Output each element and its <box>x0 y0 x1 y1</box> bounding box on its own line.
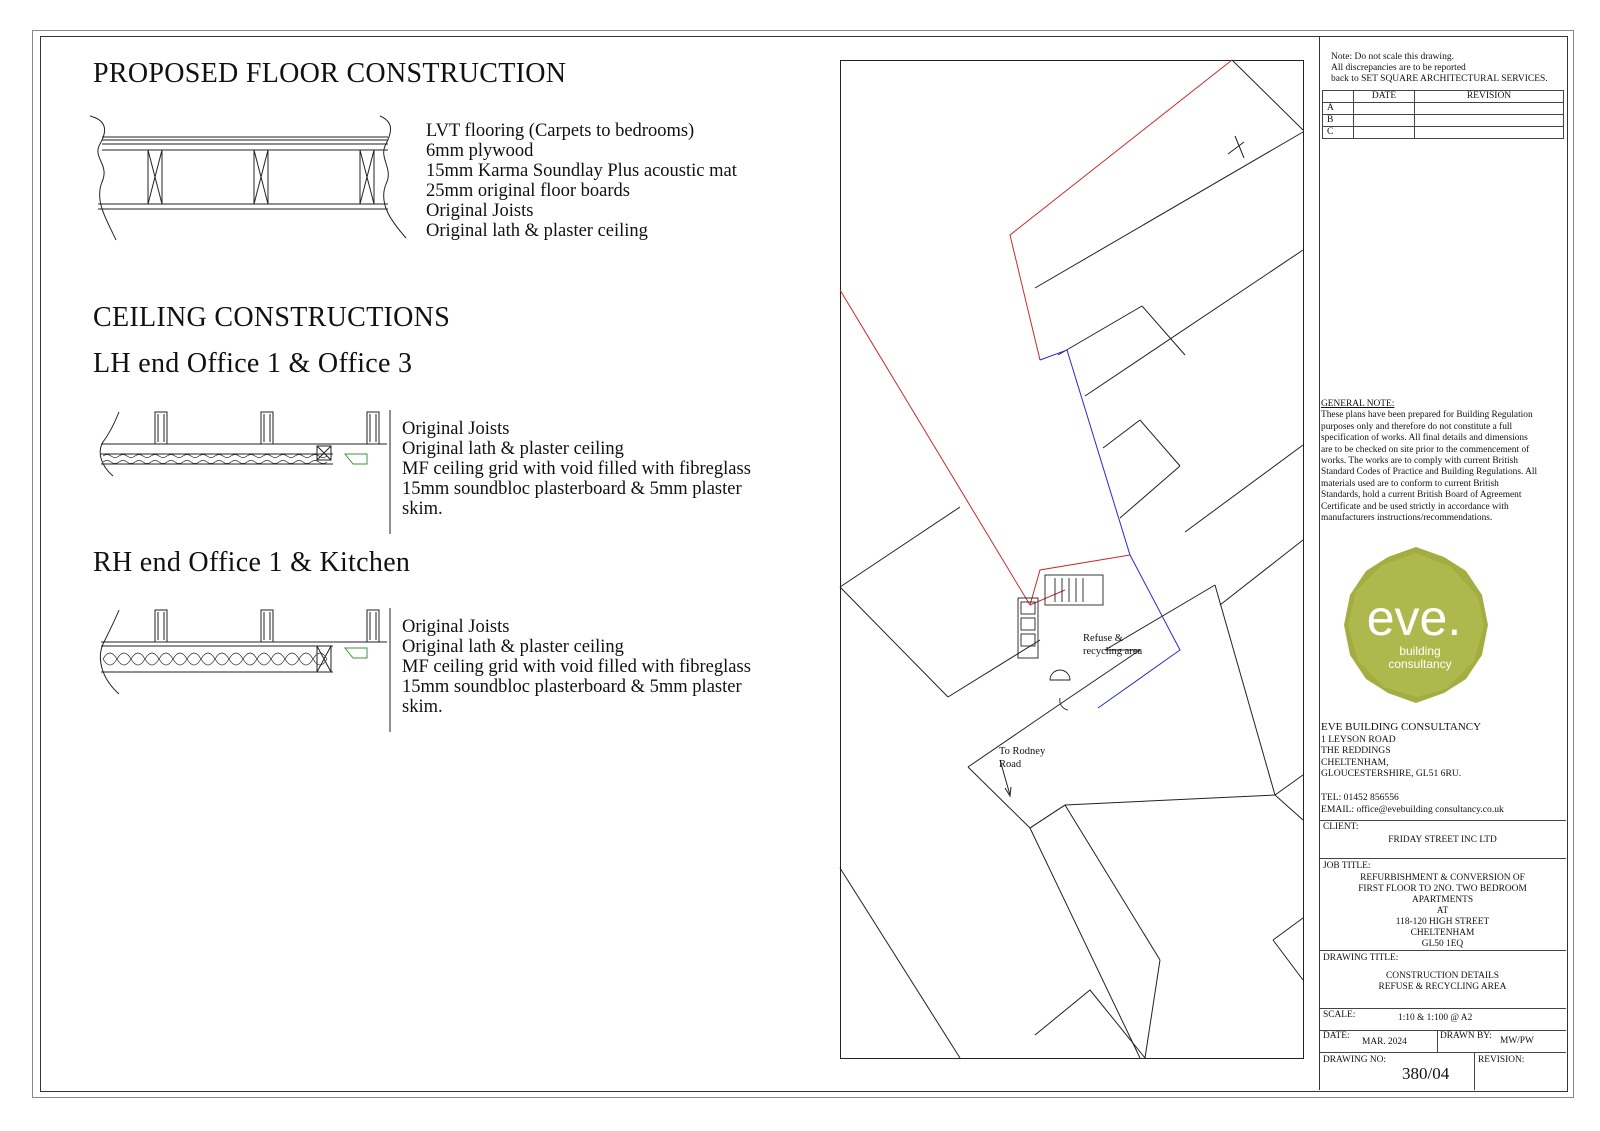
logo-line: consultancy <box>1388 657 1452 671</box>
email: EMAIL: office@evebuilding consultancy.co.uk <box>1321 803 1504 815</box>
address-line: CHELTENHAM, <box>1321 756 1389 768</box>
drawing-title <box>1319 971 1566 993</box>
note-line: All discrepancies are to be reported <box>1331 63 1466 73</box>
floor-layers <box>426 121 737 241</box>
general-note-line: These plans have been prepared for Building Regulation <box>1321 410 1533 421</box>
road-label <box>999 745 1045 771</box>
scale-label: SCALE: <box>1323 1010 1356 1020</box>
rh-heading: RH end Office 1 & Kitchen <box>93 547 411 578</box>
drawing-title-row <box>1319 950 1566 951</box>
general-note-line: purposes only and therefore do not constitute a full <box>1321 421 1513 432</box>
scale-value: 1:10 & 1:100 @ A2 <box>1398 1013 1473 1023</box>
refuse-label-line: recycling area <box>1083 646 1143 657</box>
road-label-line: To Rodney <box>999 746 1046 757</box>
floor-heading: PROPOSED FLOOR CONSTRUCTION <box>93 58 567 89</box>
job-row <box>1319 858 1566 859</box>
job-line: FIRST FLOOR TO 2NO. TWO BEDROOM <box>1358 884 1527 894</box>
refuse-label-line: Refuse & <box>1083 633 1123 644</box>
company-address <box>1321 722 1504 815</box>
plan-frame <box>841 61 1304 1059</box>
lh-layers <box>402 419 751 519</box>
drawn-value: MW/PW <box>1500 1036 1534 1046</box>
site-plan <box>840 60 1306 1060</box>
job-line: APARTMENTS <box>1411 895 1474 905</box>
rev-row-id: A <box>1323 103 1354 115</box>
eve-logo <box>1336 543 1496 707</box>
job-title <box>1319 873 1566 950</box>
general-note-line: Standards, hold a current British Board of Agreement <box>1321 490 1522 501</box>
lh-layer: skim. <box>402 499 443 519</box>
floor-layer: 6mm plywood <box>426 141 534 161</box>
drawing-title-label: DRAWING TITLE: <box>1323 953 1399 963</box>
floor-layer: Original lath & plaster ceiling <box>426 221 648 241</box>
revision-table <box>1322 90 1564 139</box>
scale-note <box>1331 52 1548 85</box>
rev-header-date: DATE <box>1354 91 1415 103</box>
general-note-line: specification of works. All final details and dimensions <box>1321 433 1528 444</box>
drawing-title-line: CONSTRUCTION DETAILS <box>1385 971 1500 981</box>
refuse-label <box>1083 632 1142 658</box>
drawing-no-divider <box>1474 1052 1475 1090</box>
lh-layer: 15mm soundbloc plasterboard & 5mm plaster <box>402 479 742 499</box>
general-note-line: works. The works are to comply with current British <box>1321 456 1518 467</box>
job-line: 118-120 HIGH STREET <box>1395 917 1490 927</box>
general-note-line: materials used are to conform to current British <box>1321 478 1499 489</box>
rh-layers <box>402 617 751 717</box>
rh-layer: skim. <box>402 697 443 717</box>
address-line: THE REDDINGS <box>1321 745 1391 757</box>
site-boundary <box>1010 60 1232 360</box>
logo-line: building <box>1399 644 1441 658</box>
drawing-no-value: 380/04 <box>1402 1064 1450 1083</box>
job-line: REFURBISHMENT & CONVERSION OF <box>1360 873 1525 883</box>
general-note-line: Certificate and be used strictly in accordance with <box>1321 501 1509 512</box>
job-line: AT <box>1436 906 1449 916</box>
floor-layer: LVT flooring (Carpets to bedrooms) <box>426 121 695 141</box>
client-row <box>1319 820 1566 821</box>
drawing-no-row <box>1319 1052 1566 1053</box>
floor-layer: 15mm Karma Soundlay Plus acoustic mat <box>426 161 737 181</box>
company-name: EVE BUILDING CONSULTANCY <box>1321 721 1482 733</box>
road-label-line: Road <box>999 759 1022 770</box>
address-line: 1 LEYSON ROAD <box>1321 733 1396 745</box>
client-value: FRIDAY STREET INC LTD <box>1388 835 1497 845</box>
revision-label: REVISION: <box>1478 1055 1525 1065</box>
lh-heading: LH end Office 1 & Office 3 <box>93 348 413 379</box>
note-line: Note: Do not scale this drawing. <box>1331 52 1454 62</box>
lh-ceiling-detail <box>95 410 395 535</box>
lh-layer: Original Joists <box>402 419 510 439</box>
date-divider <box>1437 1030 1438 1052</box>
date-value: MAR. 2024 <box>1362 1037 1407 1047</box>
rev-row-id: C <box>1323 127 1354 139</box>
general-note-line: manufacturers instructions/recommendations. <box>1321 513 1493 524</box>
tel: TEL: 01452 856556 <box>1321 791 1399 803</box>
rh-layer: 15mm soundbloc plasterboard & 5mm plaster <box>402 677 742 697</box>
general-note-line: Standard Codes of Practice and Building Regulations. All <box>1321 467 1538 478</box>
lh-layer: Original lath & plaster ceiling <box>402 439 624 459</box>
logo-word: eve. <box>1366 590 1462 646</box>
general-note-line: are to be checked on site prior to the commencement of <box>1321 444 1530 455</box>
floor-section-detail <box>88 114 408 244</box>
general-note-title: GENERAL NOTE: <box>1321 399 1395 409</box>
drawing-title-line: REFUSE & RECYCLING AREA <box>1378 982 1507 992</box>
rh-layer: MF ceiling grid with void filled with fibreglass <box>402 657 751 677</box>
rh-ceiling-detail <box>95 608 395 733</box>
drawing-no-label: DRAWING NO: <box>1323 1055 1387 1065</box>
ceiling-heading: CEILING CONSTRUCTIONS <box>93 302 451 333</box>
lh-layer: MF ceiling grid with void filled with fibreglass <box>402 459 751 479</box>
client-label: CLIENT: <box>1323 822 1359 832</box>
rev-row-id: B <box>1323 115 1354 127</box>
scale-row <box>1319 1008 1566 1009</box>
job-line: CHELTENHAM <box>1410 928 1475 938</box>
floor-layer: Original Joists <box>426 201 534 221</box>
general-note <box>1321 399 1564 524</box>
drawn-label: DRAWN BY: <box>1440 1031 1492 1041</box>
rh-layer: Original Joists <box>402 617 510 637</box>
note-line: back to SET SQUARE ARCHITECTURAL SERVICES. <box>1331 74 1548 84</box>
address-line: GLOUCESTERSHIRE, GL51 6RU. <box>1321 768 1462 780</box>
rh-layer: Original lath & plaster ceiling <box>402 637 624 657</box>
date-label: DATE: <box>1323 1031 1350 1041</box>
job-line: GL50 1EQ <box>1421 939 1464 949</box>
job-label: JOB TITLE: <box>1323 861 1371 871</box>
rev-header-revision: REVISION <box>1415 91 1564 103</box>
floor-layer: 25mm original floor boards <box>426 181 630 201</box>
